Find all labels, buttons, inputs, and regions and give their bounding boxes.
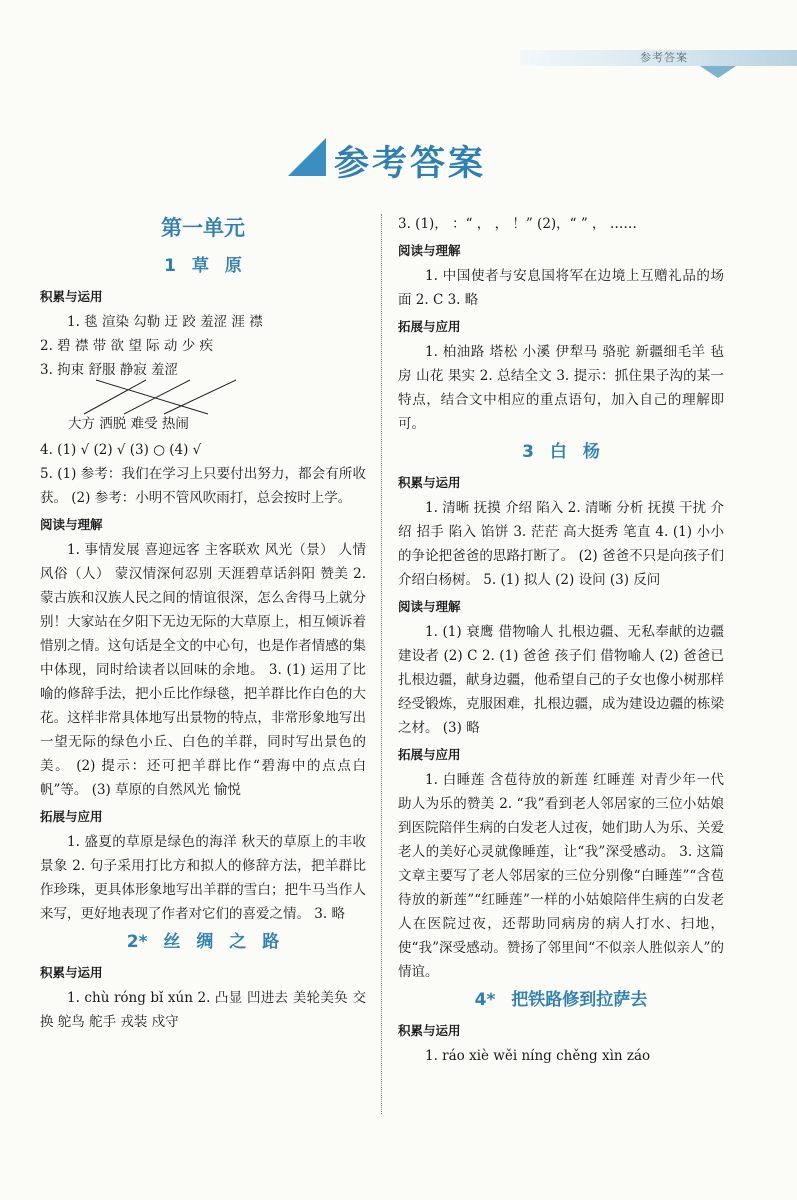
section-heading: 积累与运用 [398,475,461,490]
section-heading: 阅读与理解 [40,517,103,532]
header-tag: 参考答案 [640,51,688,64]
section-heading: 积累与运用 [398,1023,461,1038]
lesson-1-title: 1 草 原 [164,256,242,276]
matching-lines [40,358,340,418]
lesson-3-title: 3 白 杨 [522,442,600,462]
left-column [40,212,366,1034]
answer-line: 4. (1) √ (2) √ (3) ○ (4) √ [40,442,202,458]
lesson-4-title: 4* 把铁路修到拉萨去 [474,990,648,1010]
section-heading: 拓展与应用 [398,747,461,762]
answer-line: 3. (1)， ：“ ， ， ！” (2)，“ ” ， …… [398,216,637,232]
answer-line: 5. (1) 参考：我们在学习上只要付出努力，都会有所收获。 (2) 参考：小明不管风吹雨打，总会按时上学。 [40,466,366,506]
answer-line: 1. 毯 渲染 勾勒 迂 跤 羞涩 涯 襟 [67,314,263,330]
answer-paragraph: 1. 清晰 抚摸 介绍 陷入 2. 清晰 分析 抚摸 干扰 介绍 招手 陷入 馅饼 3. 茫茫 高大挺秀 笔直 4. (1) 小小的争论把爸爸的思路打断了。 (2) 爸爸不只是向孩子们介绍白杨树。 5. (1) 拟人 (2) 设问 (3) 反问 [398,500,724,588]
answer-paragraph: 1. 事情发展 喜迎远客 主客联欢 风光（景） 人情风俗（人） 蒙汉情深何忍别 天涯碧草话斜阳 赞美 2. 蒙古族和汉族人民之间的情谊很深，怎么舍得马上就分别！大家站在夕阳下无边无际的大草原上，相互倾诉着惜别之情。这句话是全文的中心句，也是作者情感的集中体现，同时给读者以回味的余地。 3. (1) 运用了比喻的修辞手法，把小丘比作绿毯，把羊群比作白色的大花。这样非常具体地写出景物的特点，非常形象地写出一望无际的绿色小丘、白色的羊群，同时写出景色的美。 (2) 提示：还可把羊群比作“碧海中的点点白帆”等。 (3) 草原的自然风光 愉悦 [40,542,366,798]
section-heading: 阅读与理解 [398,599,461,614]
header-triangle-icon [700,66,736,78]
lesson-2-title: 2* 丝 绸 之 路 [126,932,280,952]
answer-paragraph: 1. 中国使者与安息国将军在边境上互赠礼品的场面 2. C 3. 略 [398,268,724,308]
answer-paragraph: 1. (1) 衰鹰 借物喻人 扎根边疆、无私奉献的边疆建设者 (2) C 2. (1) 爸爸 孩子们 借物喻人 (2) 爸爸已扎根边疆，献身边疆，他希望自己的子女也像小树那样经受锻炼，克服困难，扎根边疆，成为建设边疆的栋梁之材。 (3) 略 [398,624,724,736]
answer-paragraph: 1. 柏油路 塔松 小溪 伊犁马 骆驼 新疆细毛羊 毡房 山花 果实 2. 总结全文 3. 提示：抓住果子沟的某一特点，结合文中相应的重点语句，加入自己的理解即可。 [398,344,724,432]
answer-paragraph: 1. 白睡莲 含苞待放的新莲 红睡莲 对青少年一代助人为乐的赞美 2. “我”看到老人邻居家的三位小姑娘到医院陪伴生病的白发老人过夜，她们助人为乐、关爱老人的美好心灵就像睡莲，让“我”深受感动。 3. 这篇文章主要写了老人邻居家的三位分别像“白睡莲”“含苞待放的新莲”“红睡莲”一样的小姑娘陪伴生病的白发老人在医院过夜，还帮助同病房的病人打水、扫地，使“我”深受感动。赞扬了邻里间“不似亲人胜似亲人”的情谊。 [398,772,724,980]
section-heading: 积累与运用 [40,289,103,304]
column-divider [381,214,382,1114]
title-triangle-icon [288,138,326,176]
matching-bottom-words: 大方 洒脱 难受 热闹 [68,416,189,432]
answer-paragraph: 1. chù róng bǐ xún 2. 凸显 凹进去 美轮美奂 交换 鸵鸟 舵手 戎装 戍守 [40,990,366,1030]
answer-paragraph: 1. 盛夏的草原是绿色的海洋 秋天的草原上的丰收景象 2. 句子采用打比方和拟人的修辞方法，把羊群比作珍珠，更具体形象地写出羊群的雪白；把牛马当作人来写，更好地表现了作者对它们的喜爱之情。 3. 略 [40,834,366,922]
right-column [398,212,724,1068]
matching-top-words: 3. 拘束 舒服 静寂 羞涩 [40,362,179,378]
section-heading: 拓展与应用 [398,319,461,334]
page-title: 参考答案 [334,144,487,184]
answer-line: 2. 碧 襟 带 欲 望 际 动 少 疾 [40,338,214,354]
section-heading: 拓展与应用 [40,809,103,824]
unit-title: 第一单元 [161,216,245,240]
matching-exercise [40,358,366,438]
section-heading: 阅读与理解 [398,243,461,258]
section-heading: 积累与运用 [40,965,103,980]
answer-paragraph: 1. ráo xiè wěi níng chěng xìn záo [425,1048,651,1064]
